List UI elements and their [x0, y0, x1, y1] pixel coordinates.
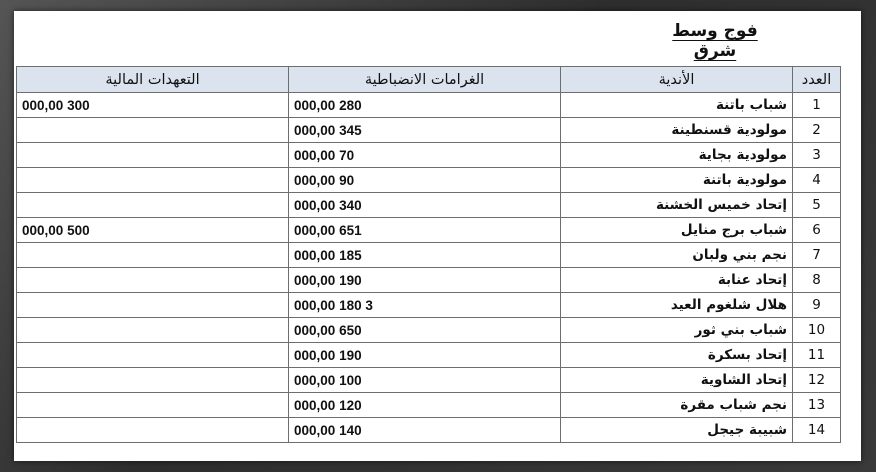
- table-row: [17, 318, 841, 343]
- column-header-club: الأندية: [561, 67, 793, 93]
- clubs-table: [16, 66, 841, 443]
- table-row: [17, 118, 841, 143]
- club-name-cell: هلال شلغوم العيد: [561, 293, 793, 318]
- table-row: [17, 168, 841, 193]
- row-number-cell: 7: [793, 243, 841, 268]
- table-header-row: [17, 67, 841, 93]
- table-row: [17, 268, 841, 293]
- row-number-cell: 13: [793, 393, 841, 418]
- club-name-cell: مولودية قسنطينة: [561, 118, 793, 143]
- row-number-cell: 6: [793, 218, 841, 243]
- row-number-cell: 12: [793, 368, 841, 393]
- commitments-cell: [17, 268, 289, 293]
- club-name-cell: شباب باتنة: [561, 93, 793, 118]
- fines-cell: 340 000,00: [289, 193, 561, 218]
- row-number-cell: 3: [793, 143, 841, 168]
- commitments-cell: [17, 118, 289, 143]
- table-row: [17, 393, 841, 418]
- club-name-cell: إتحاد خميس الخشنة: [561, 193, 793, 218]
- row-number-cell: 4: [793, 168, 841, 193]
- club-name-cell: شباب بني ثور: [561, 318, 793, 343]
- document-sheet: [14, 11, 861, 461]
- fines-cell: 70 000,00: [289, 143, 561, 168]
- fines-cell: 280 000,00: [289, 93, 561, 118]
- commitments-cell: [17, 318, 289, 343]
- column-header-fines: الغرامات الانضباطية: [289, 67, 561, 93]
- fines-cell: 651 000,00: [289, 218, 561, 243]
- club-name-cell: شباب برج منايل: [561, 218, 793, 243]
- row-number-cell: 14: [793, 418, 841, 443]
- commitments-cell: 500 000,00: [17, 218, 289, 243]
- table-row: [17, 93, 841, 118]
- commitments-cell: [17, 393, 289, 418]
- table-row: [17, 143, 841, 168]
- fines-cell: 190 000,00: [289, 343, 561, 368]
- commitments-cell: [17, 143, 289, 168]
- table-row: [17, 343, 841, 368]
- table-body: [17, 93, 841, 443]
- table-row: [17, 293, 841, 318]
- column-header-commitments: التعهدات المالية: [17, 67, 289, 93]
- club-name-cell: مولودية بجاية: [561, 143, 793, 168]
- row-number-cell: 8: [793, 268, 841, 293]
- fines-cell: 100 000,00: [289, 368, 561, 393]
- club-name-cell: شبيبة جيجل: [561, 418, 793, 443]
- fines-cell: 140 000,00: [289, 418, 561, 443]
- club-name-cell: نجم بني ولبان: [561, 243, 793, 268]
- table-row: [17, 193, 841, 218]
- fines-cell: 345 000,00: [289, 118, 561, 143]
- commitments-cell: 300 000,00: [17, 93, 289, 118]
- commitments-cell: [17, 418, 289, 443]
- club-name-cell: إتحاد بسكرة: [561, 343, 793, 368]
- commitments-cell: [17, 368, 289, 393]
- fines-cell: 650 000,00: [289, 318, 561, 343]
- table-row: [17, 218, 841, 243]
- table-row: [17, 243, 841, 268]
- row-number-cell: 2: [793, 118, 841, 143]
- commitments-cell: [17, 343, 289, 368]
- row-number-cell: 1: [793, 93, 841, 118]
- column-header-number: العدد: [793, 67, 841, 93]
- table-row: [17, 368, 841, 393]
- table-row: [17, 418, 841, 443]
- row-number-cell: 11: [793, 343, 841, 368]
- fines-cell: 120 000,00: [289, 393, 561, 418]
- commitments-cell: [17, 293, 289, 318]
- commitments-cell: [17, 193, 289, 218]
- club-name-cell: نجم شباب مقرة: [561, 393, 793, 418]
- club-name-cell: إتحاد عنابة: [561, 268, 793, 293]
- fines-cell: 185 000,00: [289, 243, 561, 268]
- club-name-cell: مولودية باتنة: [561, 168, 793, 193]
- fines-cell: 3 180 000,00: [289, 293, 561, 318]
- row-number-cell: 10: [793, 318, 841, 343]
- page-title: فوج وسط شرق: [672, 21, 758, 61]
- commitments-cell: [17, 168, 289, 193]
- row-number-cell: 5: [793, 193, 841, 218]
- club-name-cell: إتحاد الشاوية: [561, 368, 793, 393]
- fines-cell: 190 000,00: [289, 268, 561, 293]
- row-number-cell: 9: [793, 293, 841, 318]
- commitments-cell: [17, 243, 289, 268]
- fines-cell: 90 000,00: [289, 168, 561, 193]
